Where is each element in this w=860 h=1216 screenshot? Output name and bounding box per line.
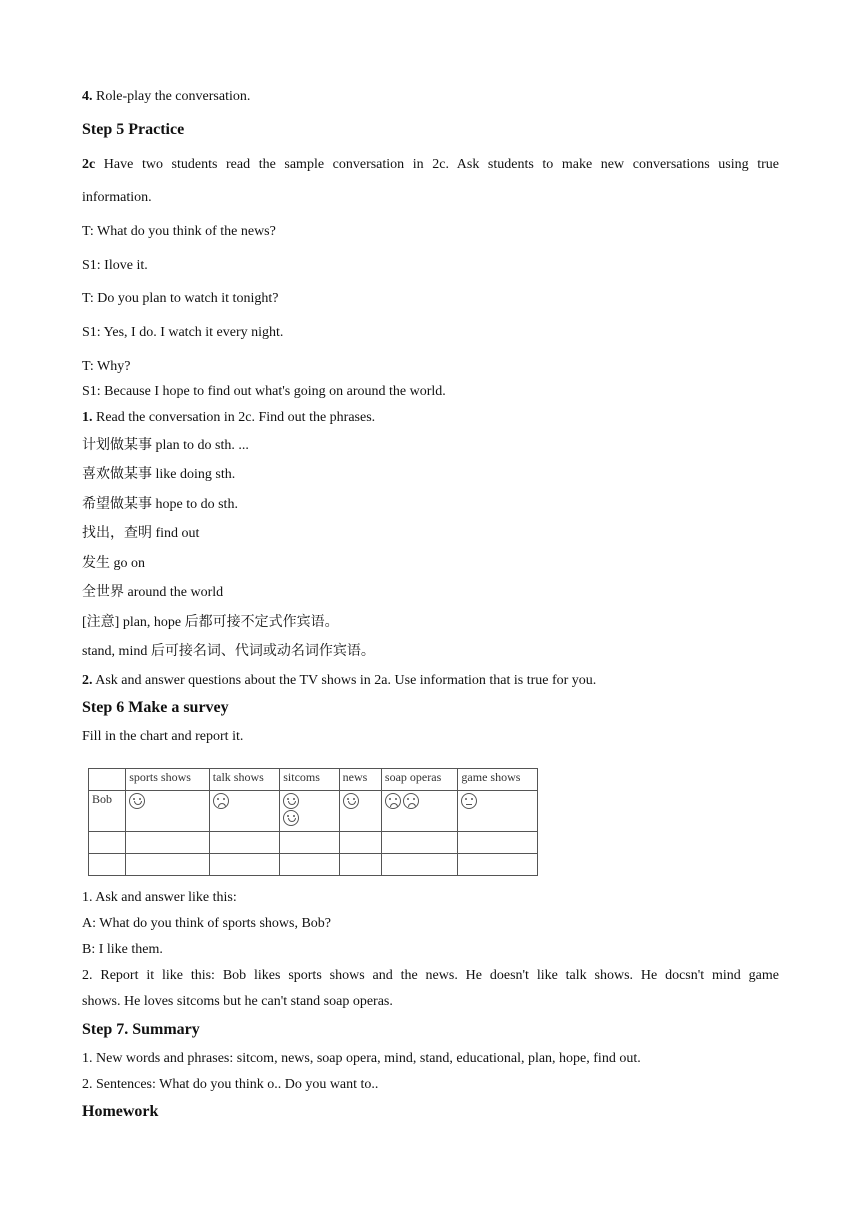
example-line: A: What do you think of sports shows, Bob?: [82, 916, 332, 931]
header-cell: talk shows: [209, 769, 279, 791]
task-text: Ask and answer questions about the TV shows in 2a. Use information that is true for you.: [92, 673, 597, 688]
survey-instruction: Fill in the chart and report it.: [82, 729, 244, 744]
empty-cell: [339, 854, 381, 876]
header-cell: game shows: [458, 769, 538, 791]
empty-cell: [339, 832, 381, 854]
happy-face-icon: [343, 793, 359, 809]
item-number: 1.: [82, 410, 93, 425]
instruction-2c: [82, 156, 779, 174]
face-mouth: [134, 801, 142, 805]
dialogue-line: T: Do you plan to watch it tonight?: [82, 291, 279, 306]
dialogue-line: T: Why?: [82, 359, 131, 374]
neutral-face-icon: [461, 793, 477, 809]
happy-face-icon: [283, 810, 299, 826]
face-mouth: [348, 801, 356, 805]
header-cell: [89, 769, 126, 791]
empty-cell: [280, 854, 339, 876]
survey-empty-row: [89, 832, 538, 854]
empty-cell: [126, 832, 210, 854]
face-mouth: [218, 803, 226, 807]
header-cell: news: [339, 769, 381, 791]
face-mouth: [390, 803, 398, 807]
example-line: 1. Ask and answer like this:: [82, 890, 237, 905]
face-cell: [209, 791, 279, 832]
survey-chart: [88, 768, 538, 876]
face-mouth: [466, 804, 472, 805]
empty-cell: [280, 832, 339, 854]
empty-cell: [381, 832, 458, 854]
face-mouth: [288, 818, 296, 822]
step7-heading: Step 7. Summary: [82, 1021, 200, 1038]
empty-cell: [458, 832, 538, 854]
task-2: [82, 672, 779, 690]
phrase-line: 喜欢做某事 like doing sth.: [82, 467, 236, 482]
face-cell: [280, 791, 339, 832]
summary-line: 1. New words and phrases: sitcom, news, soap opera, mind, stand, educational, plan, hope, find out.: [82, 1051, 641, 1066]
phrase-line: 计划做某事 plan to do sth. ...: [82, 438, 249, 453]
summary-line: 2. Sentences: What do you think o.. Do you want to..: [82, 1077, 379, 1092]
phrase-line: 希望做某事 hope to do sth.: [82, 497, 238, 512]
face-mouth: [288, 801, 296, 805]
dialogue-line: S1: Yes, I do. I watch it every night.: [82, 325, 284, 340]
step4-item: [82, 88, 779, 106]
task-text: Read the conversation in 2c. Find out the phrases.: [92, 410, 376, 425]
happy-face-icon: [129, 793, 145, 809]
empty-cell: [89, 854, 126, 876]
item-number: 2.: [82, 673, 93, 688]
item-text: Role-play the conversation.: [92, 89, 251, 104]
phrase-line: 全世界 around the world: [82, 585, 224, 600]
task-1: [82, 409, 779, 427]
item-number: 4.: [82, 89, 93, 104]
homework-heading: Homework: [82, 1103, 159, 1120]
instruction-text: Have two students read the sample conversation in 2c. Ask students to make new conversations using true: [95, 157, 779, 172]
empty-cell: [209, 832, 279, 854]
face-cell: [458, 791, 538, 832]
note-line: [注意] plan, hope 后都可接不定式作宾语。: [82, 615, 339, 630]
step5-heading: Step 5 Practice: [82, 121, 185, 138]
dialogue-line: S1: Ilove it.: [82, 258, 148, 273]
report-line: shows. He loves sitcoms but he can't stand soap operas.: [82, 994, 393, 1009]
face-cell: [381, 791, 458, 832]
face-cell: [339, 791, 381, 832]
label-2c: 2c: [82, 157, 96, 172]
example-line: B: I like them.: [82, 942, 163, 957]
note-line: stand, mind 后可接名词、代词或动名词作宾语。: [82, 644, 375, 659]
phrase-line: 找出，查明 find out: [82, 526, 200, 541]
dialogue-line: S1: Because I hope to find out what's going on around the world.: [82, 384, 446, 399]
survey-header-row: [89, 769, 538, 791]
sad-face-icon: [403, 793, 419, 809]
empty-cell: [209, 854, 279, 876]
survey-empty-row: [89, 854, 538, 876]
header-cell: soap operas: [381, 769, 458, 791]
empty-cell: [89, 832, 126, 854]
row-label: Bob: [89, 791, 126, 832]
sad-face-icon: [385, 793, 401, 809]
instruction-2c-cont: information.: [82, 190, 152, 205]
happy-face-icon: [283, 793, 299, 809]
report-line: 2. Report it like this: Bob likes sports shows and the news. He doesn't like talk shows. He docsn't mind game: [82, 968, 779, 983]
face-mouth: [408, 803, 416, 807]
survey-table: [88, 768, 538, 876]
empty-cell: [126, 854, 210, 876]
phrase-line: 发生 go on: [82, 556, 145, 571]
empty-cell: [381, 854, 458, 876]
sad-face-icon: [213, 793, 229, 809]
face-cell: [126, 791, 210, 832]
empty-cell: [458, 854, 538, 876]
step6-heading: Step 6 Make a survey: [82, 699, 229, 716]
header-cell: sports shows: [126, 769, 210, 791]
dialogue-line: T: What do you think of the news?: [82, 224, 276, 239]
header-cell: sitcoms: [280, 769, 339, 791]
survey-row-bob: [89, 791, 538, 832]
